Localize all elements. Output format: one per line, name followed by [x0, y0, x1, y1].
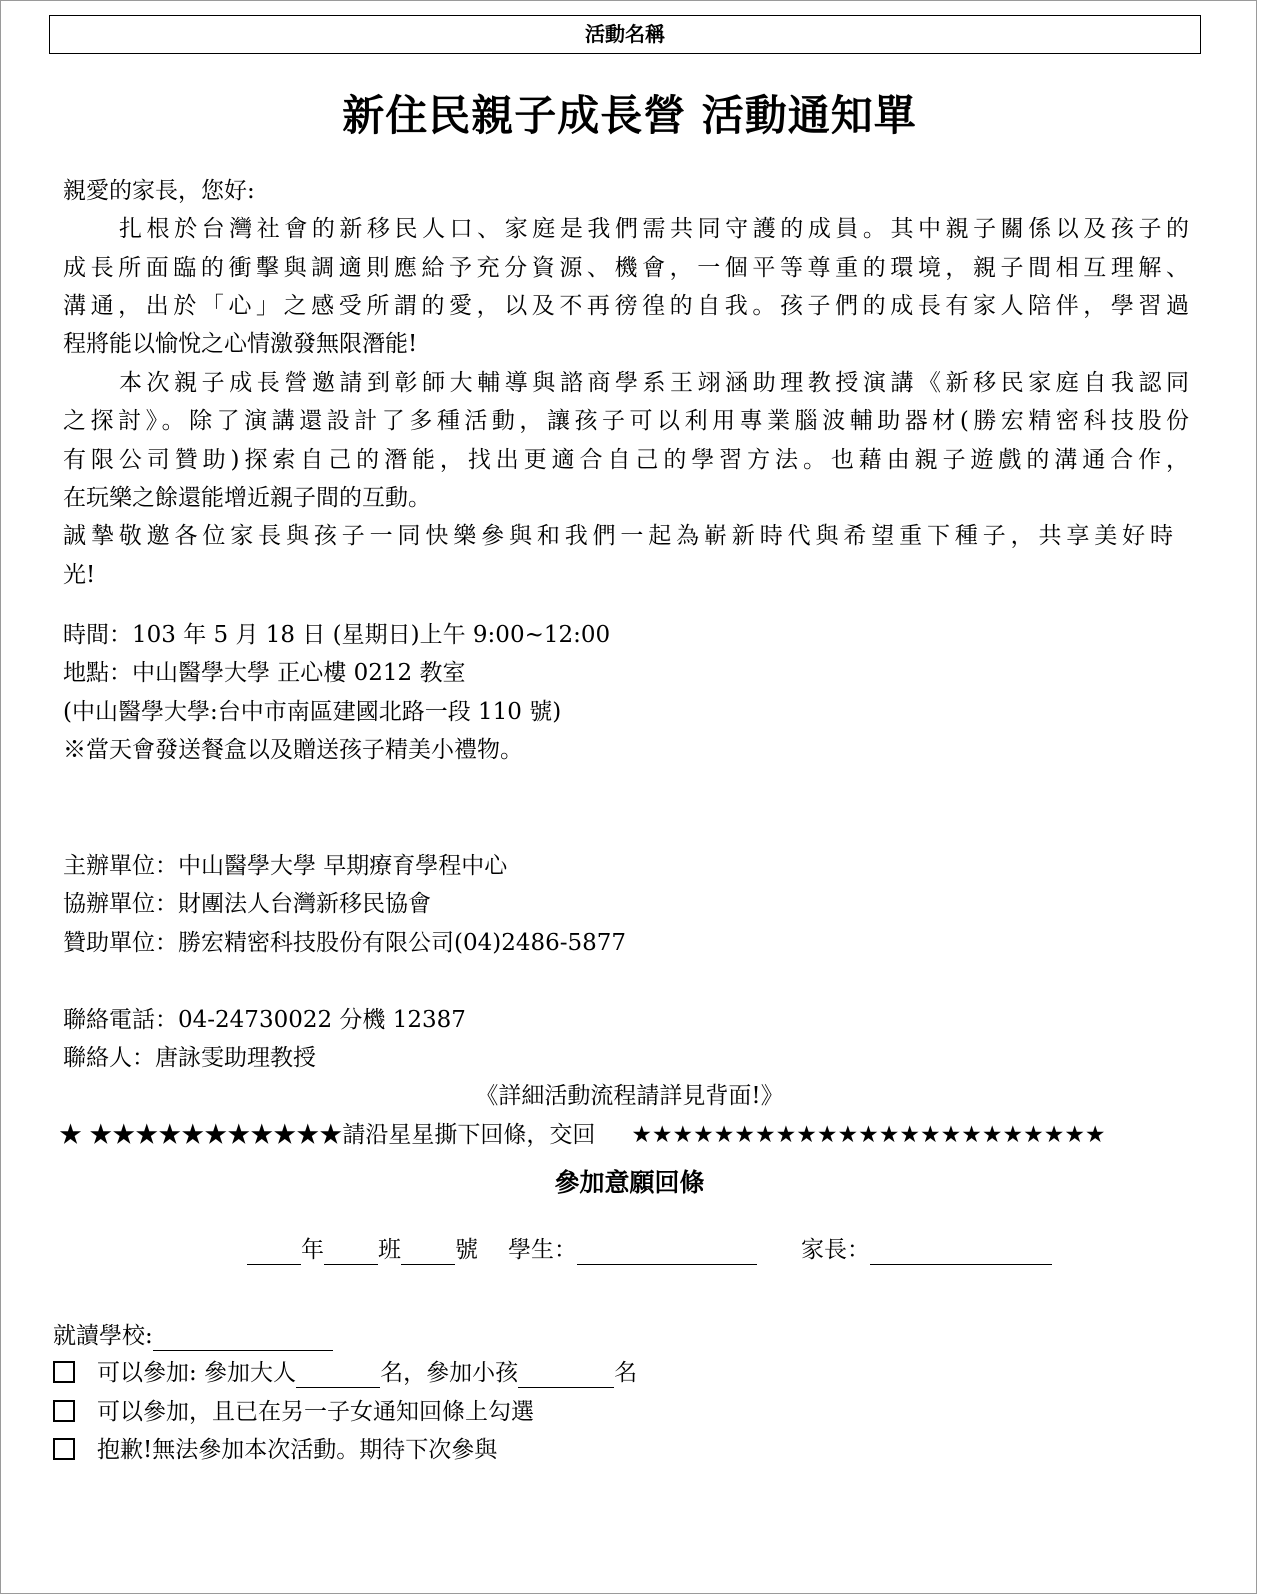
number-blank[interactable]: [401, 1240, 455, 1265]
para3-line-1: 誠摯敬邀各位家長與孩子一同快樂參與和我們一起為嶄新時代與希望重下種子，共享美好時: [63, 523, 1173, 549]
tear-stars-right: ★★★★★★★★★★★★★★★★★★★★★★★: [631, 1122, 1106, 1148]
co-organizer: 協辦單位：財團法人台灣新移民協會: [63, 891, 431, 917]
year-label: 年: [301, 1237, 324, 1263]
student-label: 學生：: [508, 1237, 577, 1263]
sibling-checkbox[interactable]: [53, 1400, 75, 1422]
activity-name-label: 活動名稱: [49, 15, 1201, 54]
decline-checkbox[interactable]: [53, 1438, 75, 1460]
school-blank[interactable]: [153, 1326, 333, 1351]
decline-label: 抱歉!無法參加本次活動。期待下次參與: [97, 1437, 498, 1463]
para1-line-3: 溝通，出於「心」之感受所謂的愛，以及不再徬徨的自我。孩子們的成長有家人陪伴，學習過: [63, 293, 1189, 319]
school-label: 就讀學校:: [53, 1323, 153, 1349]
number-label: 號: [455, 1237, 478, 1263]
event-time: 時間：103 年 5 月 18 日 (星期日)上午 9:00~12:00: [63, 622, 611, 648]
class-label: 班: [378, 1237, 401, 1263]
attend-prefix: 可以參加: 參加大人: [97, 1360, 297, 1386]
para3-line-2: 光!: [63, 562, 96, 588]
page-title: 新住民親子成長營 活動通知單: [342, 91, 917, 140]
contact-phone: 聯絡電話：04-24730022 分機 12387: [63, 1007, 466, 1033]
student-info-row: [247, 1235, 1052, 1265]
greeting: 親愛的家長，您好:: [63, 178, 255, 204]
para1-line-2: 成長所面臨的衝擊與調適則應給予充分資源、機會，一個平等尊重的環境，親子間相互理解、: [63, 255, 1189, 281]
contact-person: 聯絡人：唐詠雯助理教授: [63, 1045, 316, 1071]
adult-count-blank[interactable]: [296, 1363, 380, 1388]
attend-mid: 名，參加小孩: [380, 1360, 519, 1386]
back-note: 《詳細活動流程請詳見背面!》: [475, 1083, 784, 1109]
para1-line-1: 扎根於台灣社會的新移民人口、家庭是我們需共同守護的成員。其中親子關係以及孩子的: [119, 216, 1189, 242]
event-address: (中山醫學大學:台中市南區建國北路一段 110 號): [63, 699, 562, 725]
parent-label: 家長：: [801, 1237, 870, 1263]
para2-line-2: 之探討》。除了演講還設計了多種活動，讓孩子可以利用專業腦波輔助器材(勝宏精密科技股份: [63, 408, 1189, 434]
tear-instruction: 請沿星星撕下回條，交回: [342, 1122, 596, 1148]
para2-line-4: 在玩樂之餘還能增近親子間的互動。: [63, 485, 431, 511]
parent-name-blank[interactable]: [870, 1240, 1052, 1265]
para1-line-4: 程將能以愉悅之心情激發無限潛能!: [63, 331, 418, 357]
option-attend: [53, 1358, 637, 1388]
child-count-blank[interactable]: [518, 1363, 614, 1388]
attend-checkbox[interactable]: [53, 1361, 75, 1383]
para2-line-1: 本次親子成長營邀請到彰師大輔導與諮商學系王翊涵助理教授演講《新移民家庭自我認同: [119, 370, 1189, 396]
sponsor: 贊助單位：勝宏精密科技股份有限公司(04)2486-5877: [63, 930, 627, 956]
para2-line-3: 有限公司贊助)探索自己的潛能，找出更適合自己的學習方法。也藉由親子遊戲的溝通合作，: [63, 447, 1189, 473]
option-sibling: [53, 1397, 534, 1427]
student-name-blank[interactable]: [577, 1240, 757, 1265]
class-blank[interactable]: [324, 1240, 378, 1265]
attend-suffix: 名: [614, 1360, 638, 1386]
reply-title: 參加意願回條: [554, 1168, 705, 1197]
host-organizer: 主辦單位：中山醫學大學 早期療育學程中心: [63, 853, 508, 879]
option-decline: [53, 1435, 497, 1465]
sibling-label: 可以參加，且已在另一子女通知回條上勾選: [97, 1399, 534, 1425]
event-place: 地點：中山醫學大學 正心樓 0212 教室: [63, 660, 466, 686]
tear-stars-left: ★ ★★★★★★★★★★★: [59, 1122, 343, 1148]
school-row: [53, 1321, 333, 1351]
event-note: ※當天會發送餐盒以及贈送孩子精美小禮物。: [63, 737, 523, 763]
tear-line: [59, 1120, 1106, 1150]
year-blank[interactable]: [247, 1240, 301, 1265]
